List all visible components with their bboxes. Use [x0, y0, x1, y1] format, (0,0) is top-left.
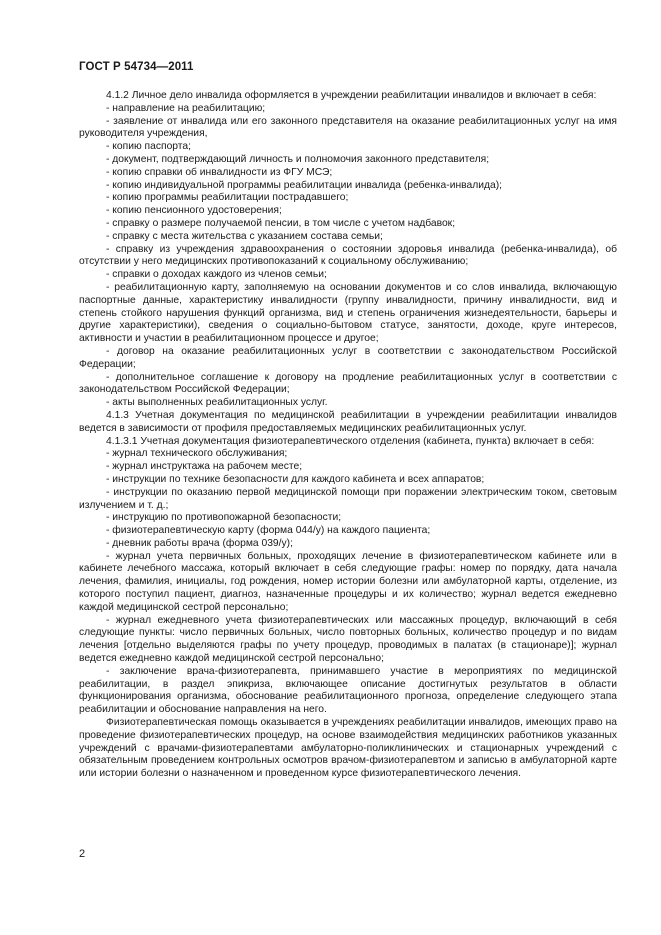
list-item: - акты выполненных реабилитационных услуг. — [106, 397, 328, 409]
list-item: - копию индивидуальной программы реабилитации инвалида (ребенка-инвалида); — [106, 179, 502, 191]
list-item: - инструкции по технике безопасности для каждого кабинета и всех аппаратов; — [106, 473, 485, 485]
list-item: - заключение врача-физиотерапевта, принимавшего участие в мероприятиях по медицинской реабилитации, в раздел эпикриза, включающее описание достигнутых результатов в области функционирования организма, обоснование реабилитационного прогноза, определение следующего этапа реабилитации и обоснование направления на него. — [79, 665, 617, 716]
list-item: - физиотерапевтическую карту (форма 044/у) на каждого пациента; — [106, 525, 431, 537]
page-number: 2 — [79, 848, 86, 860]
list-item: - копию справки об инвалидности из ФГУ МСЭ; — [106, 166, 333, 178]
list-item: - инструкции по оказанию первой медицинской помощи при поражении электрическим током, световым излучением и т. д.; — [79, 486, 617, 511]
paragraph: 4.1.3 Учетная документация по медицинской реабилитации в учреждении реабилитации инвалидов ведется в зависимости от профиля предоставляемых медицинских реабилитационных услуг. — [79, 409, 617, 434]
list-item: - заявление от инвалида или его законного представителя на оказание реабилитационных услуг на имя руководителя учреждения, — [79, 115, 617, 140]
list-item: - справку о размере получаемой пенсии, в том числе с учетом надбавок; — [106, 217, 456, 229]
paragraph: 4.1.2 Личное дело инвалида оформляется в учреждении реабилитации инвалидов и включает в себя: — [106, 90, 597, 101]
list-item: - справки о доходах каждого из членов семьи; — [106, 269, 327, 281]
list-item: - дневник работы врача (форма 039/у); — [106, 537, 293, 549]
list-item: - договор на оказание реабилитационных услуг в соответствии с законодательством Российской Федерации; — [79, 345, 617, 370]
paragraph: Физиотерапевтическая помощь оказывается в учреждениях реабилитации инвалидов, имеющих право на проведение физиотерапевтических процедур, на основе взаимодействия медицинских работников указанных учреждений с врачами-физиотерапевтами амбулаторно-поликлинических и стационарных учреждений с обязательным проведением контрольных осмотров врачом-физиотерапевтом и записью в амбулаторной карте или истории болезни о назначенном и проведенном курсе физиотерапевтического лечения. — [79, 717, 617, 780]
document-body — [79, 90, 617, 781]
list-item: - журнал ежедневного учета физиотерапевтических или массажных процедур, включающий в себя следующие пункты: число первичных больных, число повторных больных, количество процедур и по видам лечения [отдельно выделяются графы по учету процедур, проводимых в палатах (в стационаре)]; журнал ведется ежедневно каждой медицинской сестрой персонально; — [79, 614, 617, 665]
list-item: - дополнительное соглашение к договору на продление реабилитационных услуг в соответствии с законодательством Российской Федерации; — [79, 371, 617, 396]
list-item: - копию паспорта; — [106, 141, 191, 153]
list-item: - копию программы реабилитации пострадавшего; — [106, 192, 349, 204]
list-item: - справку с места жительства с указанием состава семьи; — [106, 230, 383, 242]
list-item: - направление на реабилитацию; — [106, 102, 266, 114]
list-item: - журнал технического обслуживания; — [106, 448, 288, 460]
paragraph: 4.1.3.1 Учетная документация физиотерапевтического отделения (кабинета, пункта) включает в себя: — [106, 435, 595, 447]
list-item: - реабилитационную карту, заполняемую на основании документов и со слов инвалида, включающую паспортные данные, характеристику инвалидности (группу инвалидности, причину инвалидности, вид и степень стойкого нарушения функций организма, вид и степень ограничения жизнедеятельности, барьеры и другие характеристики), сведения о социально-бытовом статусе, занятости, доходе, круге интересов, активности и участии в реабилитационном процессе и другое; — [79, 281, 617, 345]
list-item: - журнал учета первичных больных, проходящих лечение в физиотерапевтическом кабинете или в кабинете лечебного массажа, который включает в себя следующие графы: номер по порядку, дата начала лечения, фамилия, инициалы, год рождения, номер истории болезни или амбулаторной карты, отделение, из которого поступил пациент, диагноз, назначенные процедуры и их количество; журнал ведется ежедневно каждой медицинской сестрой персонально; — [79, 550, 617, 613]
list-item: - копию пенсионного удостоверения; — [106, 205, 282, 217]
list-item: - документ, подтверждающий личность и полномочия законного представителя; — [106, 153, 490, 165]
list-item: - журнал инструктажа на рабочем месте; — [106, 461, 303, 473]
list-item: - справку из учреждения здравоохранения о состоянии здоровья инвалида (ребенка-инвалида), об отсутствии у него медицинских противопоказаний к социальному обслуживанию; — [79, 243, 617, 268]
standard-header: ГОСТ Р 54734—2011 — [79, 61, 194, 73]
list-item: - инструкцию по противопожарной безопасности; — [106, 512, 342, 524]
